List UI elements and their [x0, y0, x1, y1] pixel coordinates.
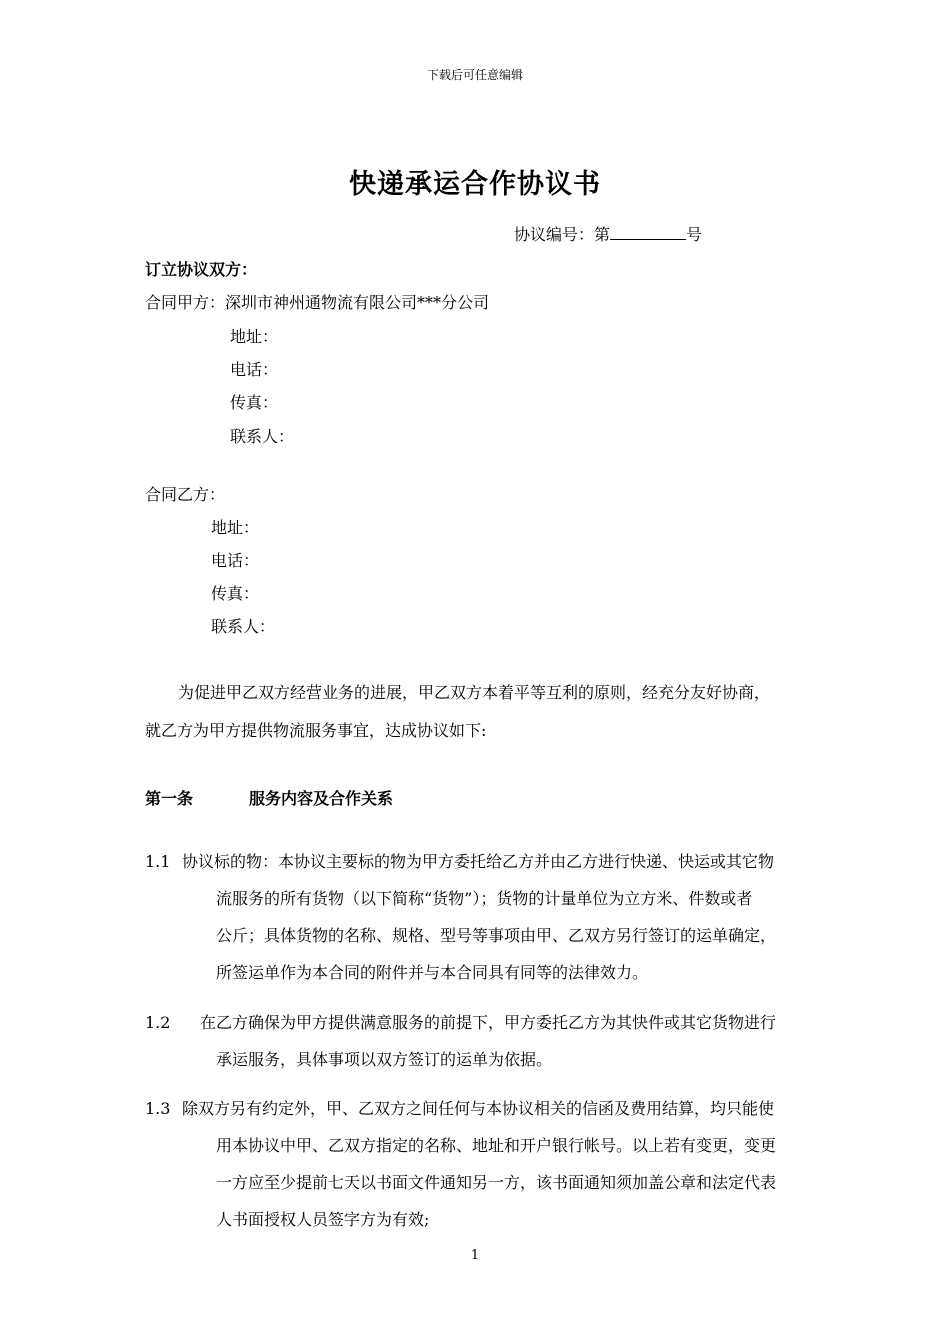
agreement-number-suffix: 号: [686, 225, 703, 244]
party-b-fax: 传真：: [211, 584, 260, 603]
clause-line: 一方应至少提前七天以书面文件通知另一方，该书面通知须加盖公章和法定代表: [216, 1173, 777, 1192]
party-b-phone: 电话：: [211, 551, 260, 570]
clause-line: 承运服务，具体事项以双方签订的运单为依据。: [216, 1050, 553, 1069]
clause-number: 1.1: [145, 852, 171, 871]
clause-line: 用本协议中甲、乙双方指定的名称、地址和开户银行帐号。以上若有变更，变更: [216, 1136, 777, 1155]
clause-line: 所签运单作为本合同的附件并与本合同具有同等的法律效力。: [216, 963, 649, 982]
clause-number: 1.3: [145, 1099, 171, 1118]
page-number: 1: [470, 1248, 480, 1263]
party-b-label: 合同乙方：: [145, 485, 226, 504]
clause-1-3: [145, 1090, 805, 1240]
clause-line: 除双方另有约定外，甲、乙双方之间任何与本协议相关的信函及费用结算，均只能使: [182, 1099, 775, 1118]
intro-line-1: 为促进甲乙双方经营业务的进展，甲乙双方本着平等互利的原则，经充分友好协商，: [178, 683, 771, 702]
clause-number: 1.2: [145, 1013, 171, 1032]
clause-line: 协议标的物：本协议主要标的物为甲方委托给乙方并由乙方进行快递、快运或其它物: [182, 852, 775, 871]
clause-1-2: [145, 1004, 805, 1080]
clause-1-1: [145, 843, 805, 993]
party-a-contact: 联系人：: [230, 427, 295, 446]
party-a-label: 合同甲方：深圳市神州通物流有限公司***分公司: [145, 293, 490, 312]
clause-line: 流服务的所有货物（以下简称“货物”）；货物的计量单位为立方米、件数或者: [216, 889, 753, 908]
parties-heading: 订立协议双方：: [145, 260, 258, 279]
party-a-fax: 传真：: [230, 393, 279, 412]
intro-line-2: 就乙方为甲方提供物流服务事宜，达成协议如下:: [145, 721, 487, 740]
agreement-number-prefix: 协议编号：第: [514, 225, 611, 244]
party-a-address: 地址：: [230, 327, 279, 346]
party-a-phone: 电话：: [230, 360, 279, 379]
article-1-title: 服务内容及合作关系: [249, 789, 394, 808]
document-title: 快递承运合作协议书: [349, 169, 601, 200]
party-b-contact: 联系人：: [211, 617, 276, 636]
article-1-number: 第一条: [145, 789, 194, 808]
agreement-number: [514, 222, 702, 245]
agreement-number-blank: [610, 224, 686, 240]
clause-line: 人书面授权人员签字方为有效;: [216, 1210, 430, 1229]
party-b-address: 地址：: [211, 518, 260, 537]
clause-line: 公斤；具体货物的名称、规格、型号等事项由甲、乙双方另行签订的运单确定，: [216, 926, 777, 945]
header-note: 下载后可任意编辑: [426, 68, 523, 82]
clause-line: 在乙方确保为甲方提供满意服务的前提下，甲方委托乙方为其快件或其它货物进行: [200, 1013, 777, 1032]
